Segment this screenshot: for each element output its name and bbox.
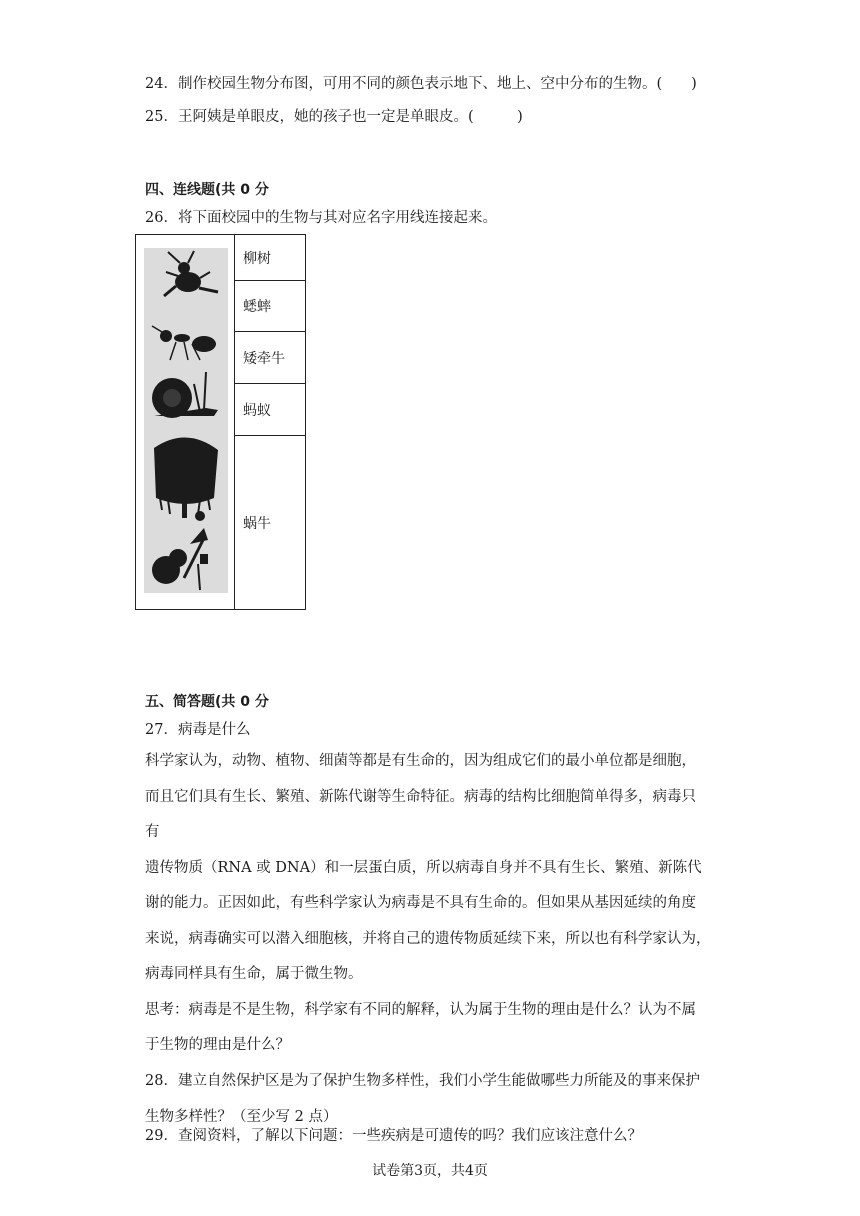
question-28-line: 生物多样性？（至少写 2 点） — [145, 1108, 338, 1125]
passage-line: 于生物的理由是什么？ — [145, 1037, 290, 1053]
section-5-heading: 五、简答题(共 0 分 — [145, 694, 269, 710]
petunia-image — [152, 511, 208, 590]
question-28-line: 28．建立自然保护区是为了保护生物多样性，我们小学生能做哪些力所能及的事来保护 — [145, 1073, 700, 1089]
question-24: 24．制作校园生物分布图，可用不同的颜色表示地下、地上、空中分布的生物。( ) — [145, 76, 697, 92]
snail-image — [152, 372, 218, 418]
question-26: 26．将下面校园中的生物与其对应名字用线连接起来。 — [145, 210, 497, 226]
passage-line: 遗传物质（RNA 或 DNA）和一层蛋白质，所以病毒自身并不具有生长、繁殖、新陈代 — [145, 859, 702, 876]
passage-line: 科学家认为，动物、植物、细菌等都是有生命的，因为组成它们的最小单位都是细胞， — [145, 753, 696, 769]
name-cell-petunia: 矮牵牛 — [235, 332, 306, 384]
name-cell-cricket: 蟋蟀 — [235, 281, 306, 332]
passage-line: 而且它们具有生长、繁殖、新陈代谢等生命特征。病毒的结构比细胞简单得多，病毒只 — [145, 788, 696, 805]
name-cell-willow: 柳树 — [235, 235, 306, 281]
question-28 — [145, 1064, 719, 1135]
passage-line: 来说，病毒确实可以潜入细胞核，并将自己的遗传物质延续下来，所以也有科学家认为， — [145, 930, 711, 947]
question-27-title: 27．病毒是什么 — [145, 722, 251, 738]
passage-line: 病毒同样具有生命，属于微生物。 — [145, 966, 363, 982]
passage-line: 有 — [145, 824, 160, 840]
cricket-image — [164, 251, 218, 296]
passage-line: 思考：病毒是不是生物，科学家有不同的解释，认为属于生物的理由是什么？认为不属 — [145, 1001, 696, 1018]
section-4-heading: 四、连线题(共 0 分 — [145, 182, 269, 198]
name-cell-snail: 蜗牛 — [235, 436, 306, 610]
question-29: 29．查阅资料，了解以下问题：一些疾病是可遗传的吗？我们应该注意什么？ — [145, 1128, 642, 1144]
matching-table — [135, 234, 306, 610]
willow-tree-image — [154, 437, 218, 518]
ant-image — [152, 326, 216, 360]
organism-photo-strip — [144, 248, 228, 593]
question-27-passage — [145, 744, 719, 1064]
organism-photo-cell — [136, 235, 235, 610]
name-cell-ant: 蚂蚁 — [235, 384, 306, 436]
page-footer: 试卷第3页，共4页 — [372, 1163, 488, 1179]
question-25: 25．王阿姨是单眼皮，她的孩子也一定是单眼皮。( ) — [145, 109, 523, 125]
passage-line: 谢的能力。正因如此，有些科学家认为病毒是不具有生命的。但如果从基因延续的角度 — [145, 895, 696, 911]
